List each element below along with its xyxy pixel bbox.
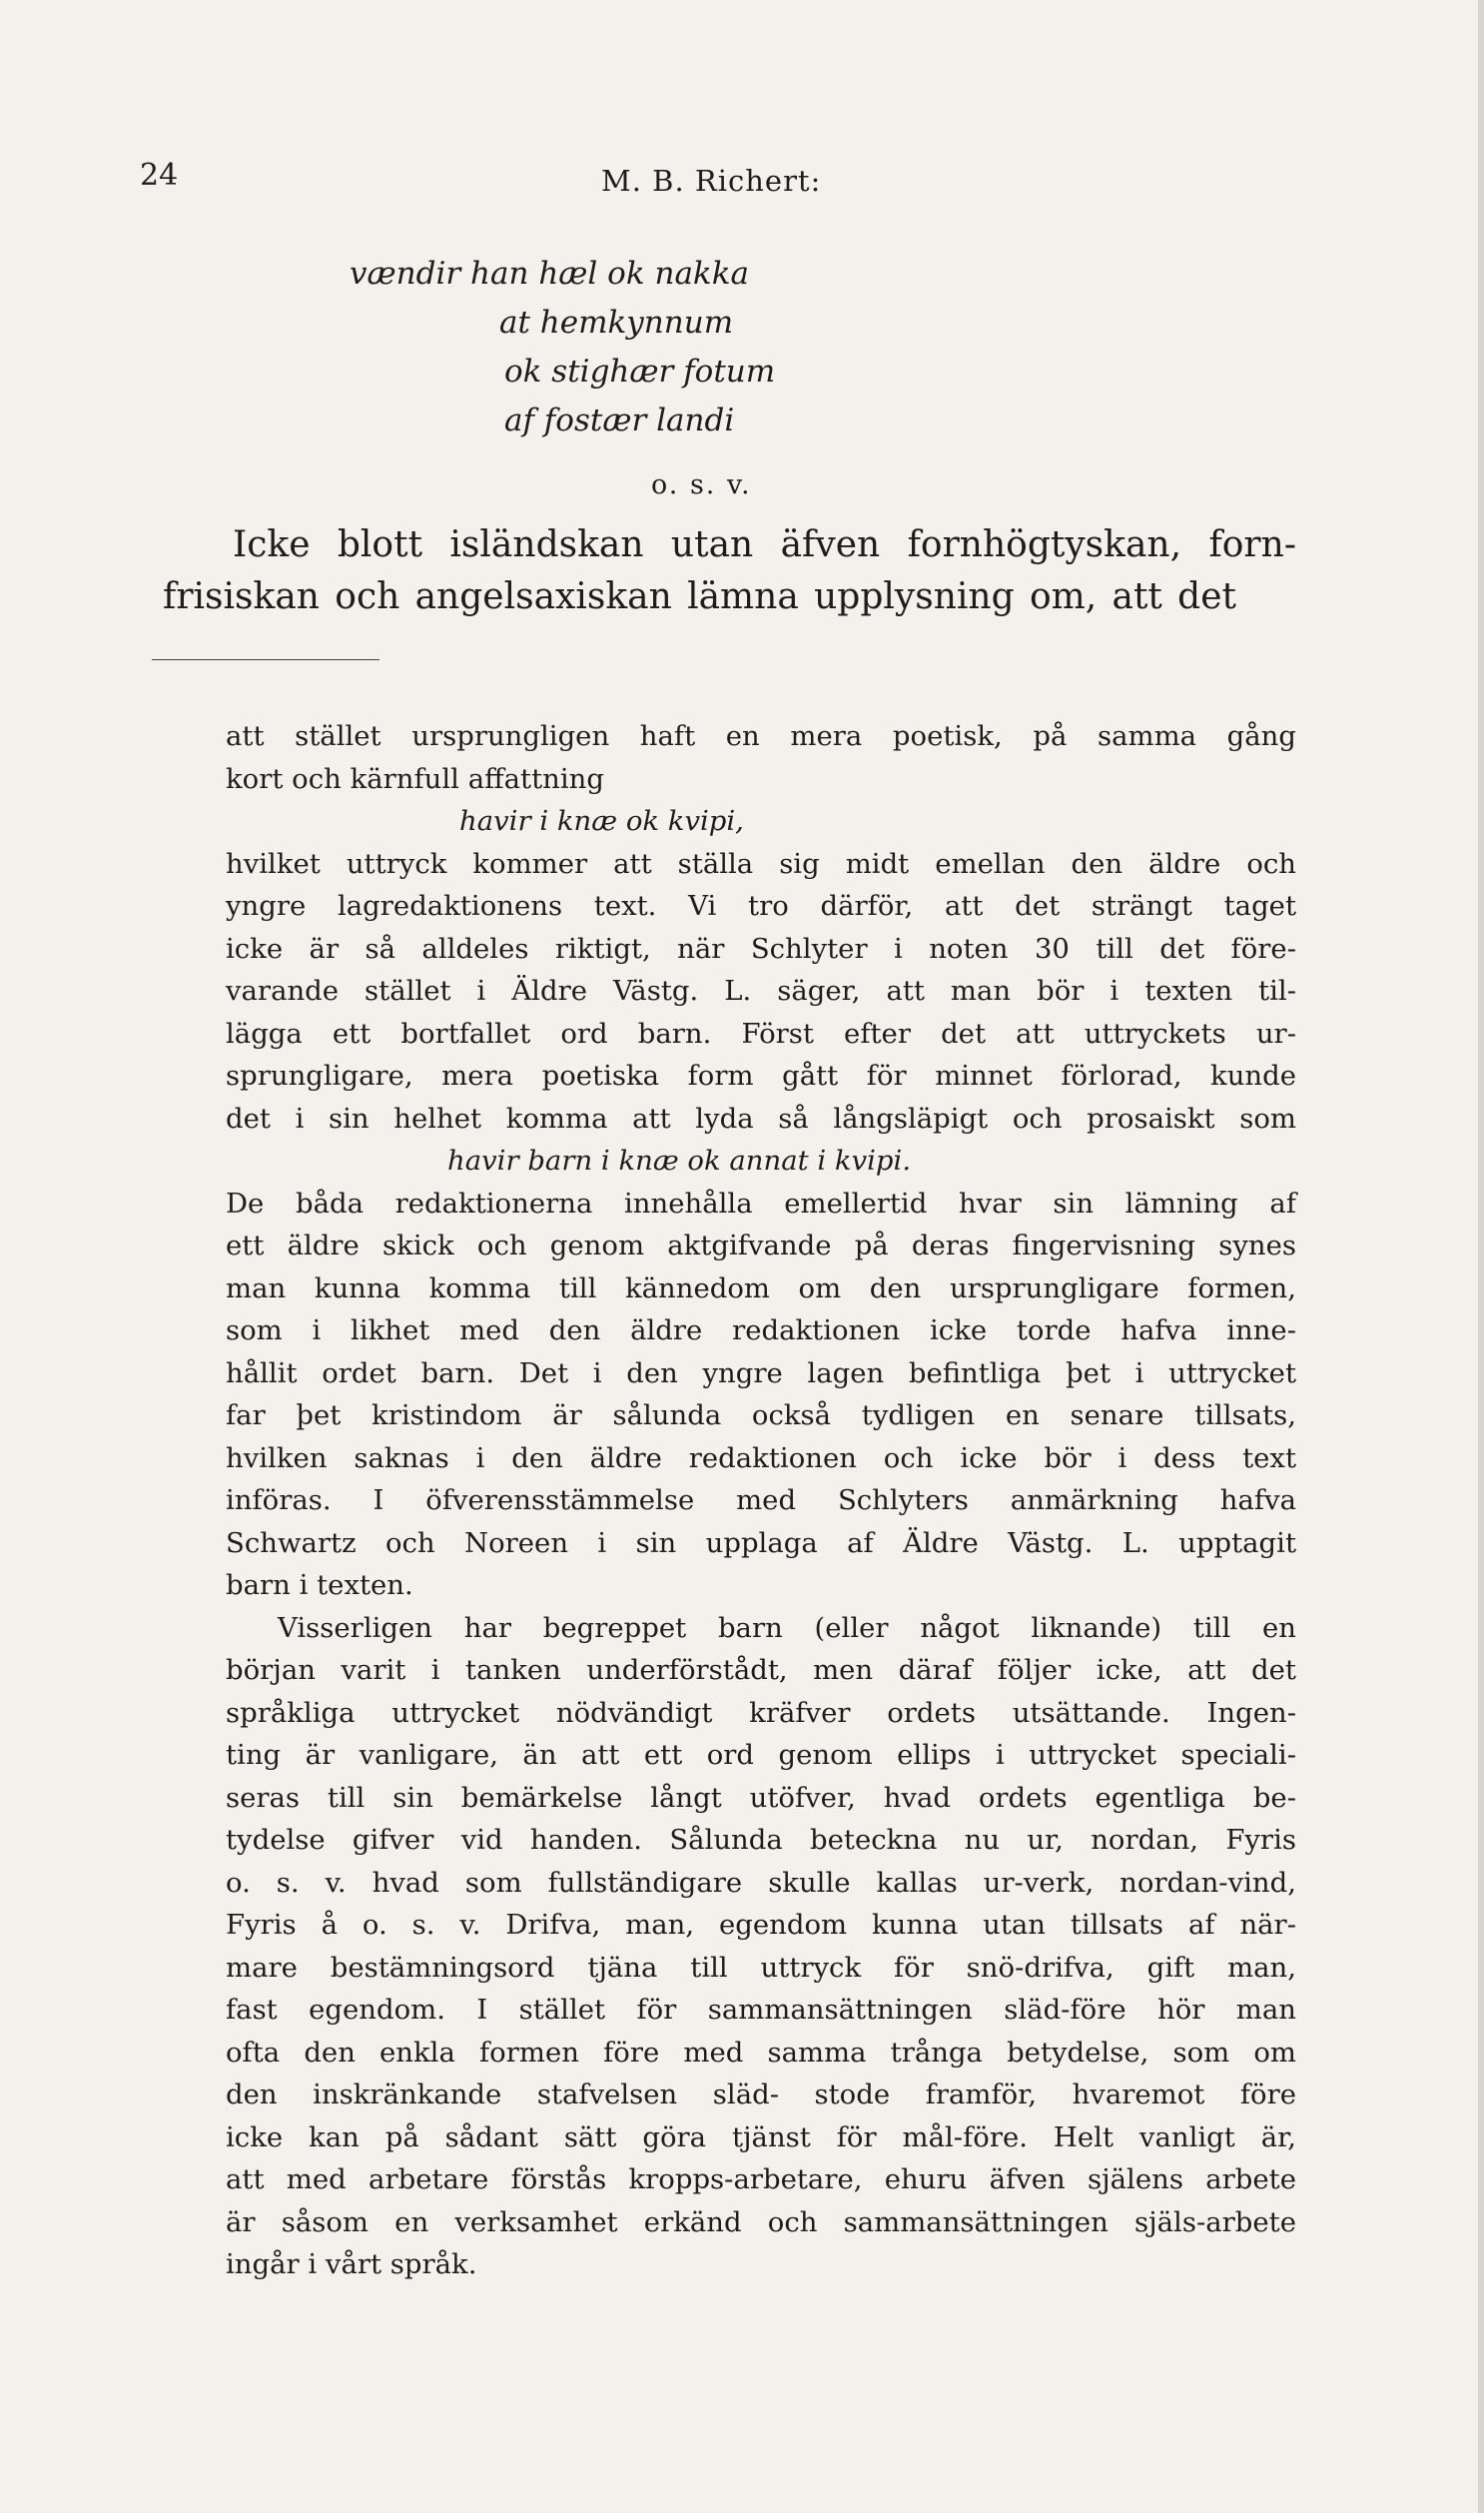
running-head: M. B. Richert: xyxy=(601,164,822,198)
page-edge xyxy=(1478,0,1484,2513)
page-number: 24 xyxy=(140,158,179,193)
footnote-line: sprungligare, mera poetiska form gått för minnet förlorad, kunde xyxy=(226,1060,1296,1092)
footnote-line: barn i texten. xyxy=(226,1569,413,1601)
footnote-line: kort och kärnfull affattning xyxy=(226,762,604,795)
body-line: Icke blott isländskan utan äfven fornhögtyskan, forn- xyxy=(233,524,1296,565)
footnote-line: varande stället i Äldre Västg. L. säger, att man bör i texten til- xyxy=(226,975,1296,1007)
footnote-line: havir i knæ ok kvipi, xyxy=(459,805,744,837)
footnote-line: Schwartz och Noreen i sin upplaga af Äldre Västg. L. upptagit xyxy=(226,1526,1296,1559)
footnote-line: o. s. v. hvad som fullständigare skulle kallas ur-verk, nordan-vind, xyxy=(226,1866,1296,1899)
footnote-line: den inskränkande stafvelsen släd- stode framför, hvaremot före xyxy=(226,2079,1296,2110)
poem-quotation xyxy=(350,250,949,445)
footnote-line: början varit i tanken underförstådt, men däraf följer icke, att det xyxy=(226,1654,1296,1686)
footnote-line: far þet kristindom är sålunda också tydligen en senare tillsats, xyxy=(226,1399,1296,1431)
footnote-line: yngre lagredaktionens text. Vi tro därför, att det strängt taget xyxy=(226,890,1296,922)
footnote-line: ting är vanligare, än att ett ord genom ellips i uttrycket speciali- xyxy=(226,1739,1296,1771)
footnote-line: att med arbetare förstås kropps-arbetare, ehuru äfven själens arbete xyxy=(226,2163,1296,2195)
footnote-line: havir barn i knæ ok annat i kvipi. xyxy=(447,1145,912,1177)
footnote-line: icke är så alldeles riktigt, när Schlyter i noten 30 till det före- xyxy=(226,932,1296,965)
footnote-line: fast egendom. I stället för sammansättningen släd-före hör man xyxy=(226,1994,1296,2026)
footnote-line: icke kan på sådant sätt göra tjänst för mål-före. Helt vanligt är, xyxy=(226,2120,1296,2153)
footnote-line: språkliga uttrycket nödvändigt kräfver ordets utsättande. Ingen- xyxy=(226,1696,1296,1729)
poem-line: af fostær landi xyxy=(504,403,735,438)
poem-line: ok stighær fotum xyxy=(504,354,776,390)
footnote-line: De båda redaktionerna innehålla emellertid hvar sin lämning af xyxy=(226,1187,1296,1220)
body-paragraph xyxy=(163,519,1296,623)
footnote-line: man kunna komma till kännedom om den ursprungligare formen, xyxy=(226,1271,1296,1304)
footnote-line: ett äldre skick och genom aktgifvande på deras fingervisning synes xyxy=(226,1230,1296,1261)
footnote-line: hvilket uttryck kommer att ställa sig midt emellan den äldre och xyxy=(226,847,1296,880)
footnote-line: det i sin helhet komma att lyda så långsläpigt och prosaiskt som xyxy=(226,1102,1296,1135)
footnote-line: mare bestämningsord tjäna till uttryck för snö-drifva, gift man, xyxy=(226,1951,1296,1984)
footnote-line: ofta den enkla formen före med samma trånga betydelse, som om xyxy=(226,2036,1296,2069)
footnote-line: Fyris å o. s. v. Drifva, man, egendom kunna utan tillsats af när- xyxy=(226,1909,1296,1941)
footnote-line: att stället ursprungligen haft en mera poetisk, på samma gång xyxy=(226,720,1296,752)
footnote-line: är såsom en verksamhet erkänd och sammansättningen själs-arbete xyxy=(226,2205,1296,2238)
page-header xyxy=(140,158,1288,208)
poem-line: vændir han hæl ok nakka xyxy=(350,256,749,292)
footnote-line: lägga ett bortfallet ord barn. Först efter det att uttryckets ur- xyxy=(226,1017,1296,1050)
footnote-line: seras till sin bemärkelse långt utöfver, hvad ordets egentliga be- xyxy=(226,1781,1296,1814)
footnote-line: hållit ordet barn. Det i den yngre lagen befintliga þet i uttrycket xyxy=(226,1356,1296,1389)
footnote-line: tydelse gifver vid handen. Sålunda beteckna nu ur, nordan, Fyris xyxy=(226,1824,1296,1856)
footnote-line: införas. I öfverensstämmelse med Schlyters anmärkning hafva xyxy=(226,1484,1296,1516)
footnote xyxy=(226,715,1296,2286)
footnote-rule xyxy=(152,659,379,660)
footnote-line: ingår i vårt språk. xyxy=(226,2248,477,2280)
body-line: frisiskan och angelsaxiskan lämna upplysning om, att det xyxy=(163,576,1236,617)
poem-line: at hemkynnum xyxy=(499,305,734,341)
footnote-line: hvilken saknas i den äldre redaktionen och icke bör i dess text xyxy=(226,1441,1296,1474)
footnote-line: som i likhet med den äldre redaktionen icke torde hafva inne- xyxy=(226,1314,1296,1346)
poem-ellipsis: o. s. v. xyxy=(651,469,752,500)
footnote-line: Visserligen har begreppet barn (eller något liknande) till en xyxy=(278,1611,1296,1644)
